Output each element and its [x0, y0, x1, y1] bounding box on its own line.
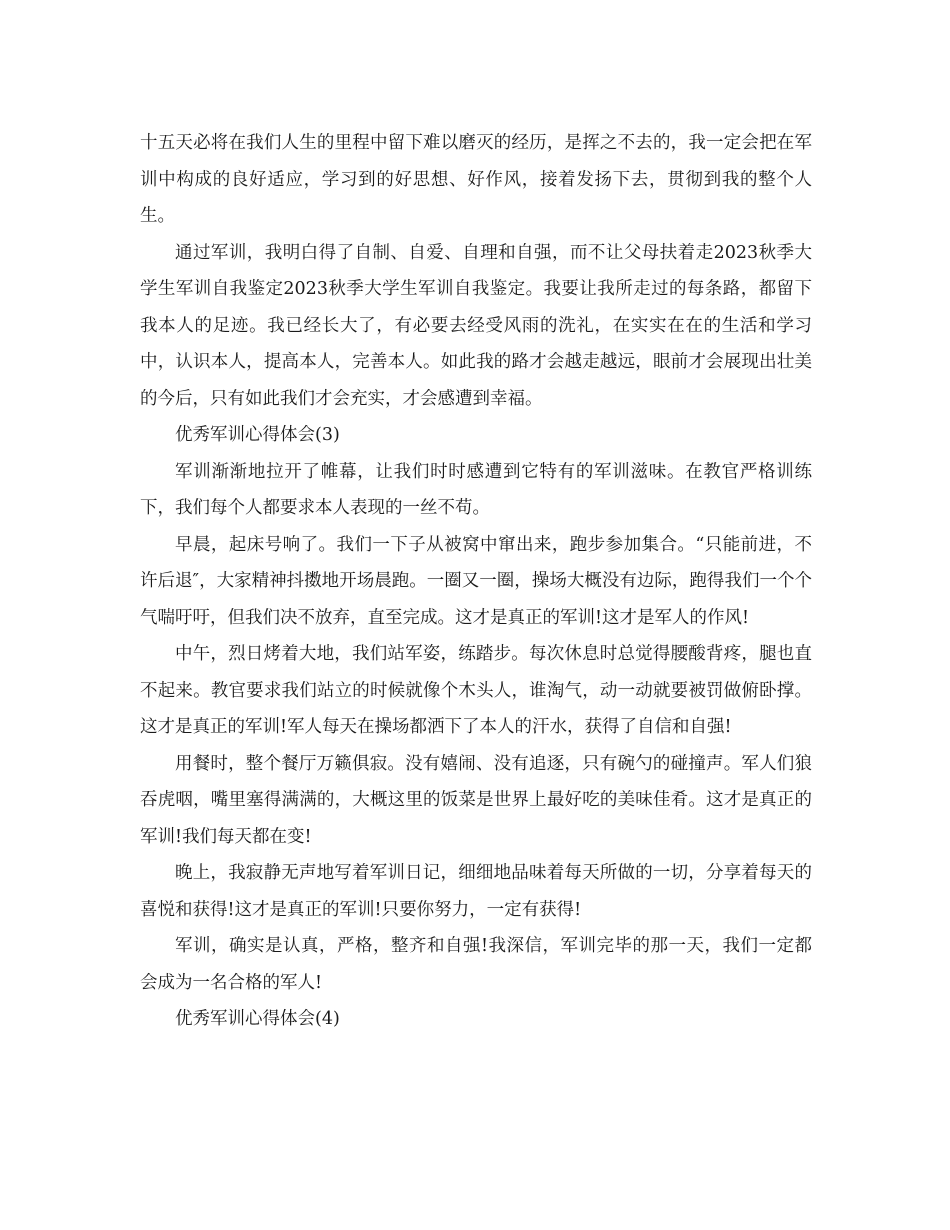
paragraph-conclusion: 军训，确实是认真，严格，整齐和自强!我深信，军训完毕的那一天，我们一定都会成为一名合格的军人!: [140, 936, 812, 993]
document-body: [140, 125, 812, 1038]
section-heading-3: 优秀军训心得体会(3): [175, 425, 340, 445]
paragraph-noon: 中午，烈日烤着大地，我们站军姿，练踏步。每次休息时总觉得腰酸背疼，腿也直不起来。教官要求我们站立的时候就像个木头人，谁淘气，动一动就要被罚做俯卧撑。这才是真正的军训!军人每天在操场都洒下了本人的汗水，获得了自信和自强!: [140, 644, 812, 737]
paragraph-intro: 军训渐渐地拉开了帷幕，让我们时时感遭到它特有的军训滋味。在教官严格训练下，我们每个人都要求本人表现的一丝不苟。: [140, 461, 812, 518]
section-heading-4: 优秀军训心得体会(4): [175, 1009, 340, 1029]
paragraph-morning: 早晨，起床号响了。我们一下子从被窝中窜出来，跑步参加集合。“只能前进，不许后退″，大家精神抖擞地开场晨跑。一圈又一圈，操场大概没有边际，跑得我们一个个气喘吁吁，但我们决不放弃，直至完成。这才是真正的军训!这才是军人的作风!: [140, 534, 812, 628]
paragraph-continuation: 十五天必将在我们人生的里程中留下难以磨灭的经历，是挥之不去的，我一定会把在军训中构成的良好适应，学习到的好思想、好作风，接着发扬下去，贯彻到我的整个人生。: [140, 133, 812, 226]
paragraph-meal: 用餐时，整个餐厅万籁俱寂。没有嬉闹、没有追逐，只有碗勺的碰撞声。军人们狼吞虎咽，嘴里塞得满满的，大概这里的饭菜是世界上最好吃的美味佳肴。这才是真正的军训!我们每天都在变!: [140, 753, 812, 847]
paragraph-evening: 晚上，我寂静无声地写着军训日记，细细地品味着每天所做的一切，分享着每天的喜悦和获得!这才是真正的军训!只要你努力，一定有获得!: [140, 863, 812, 920]
paragraph-self-reflection: 通过军训，我明白得了自制、自爱、自理和自强，而不让父母扶着走2023秋季大学生军训自我鉴定2023秋季大学生军训自我鉴定。我要让我所走过的每条路，都留下我本人的足迹。我已经长大了，有必要去经受风雨的洗礼，在实实在在的生活和学习中，认识本人，提高本人，完善本人。如此我的路才会越走越远，眼前才会展现出壮美的今后，只有如此我们才会充实，才会感遭到幸福。: [140, 242, 812, 409]
